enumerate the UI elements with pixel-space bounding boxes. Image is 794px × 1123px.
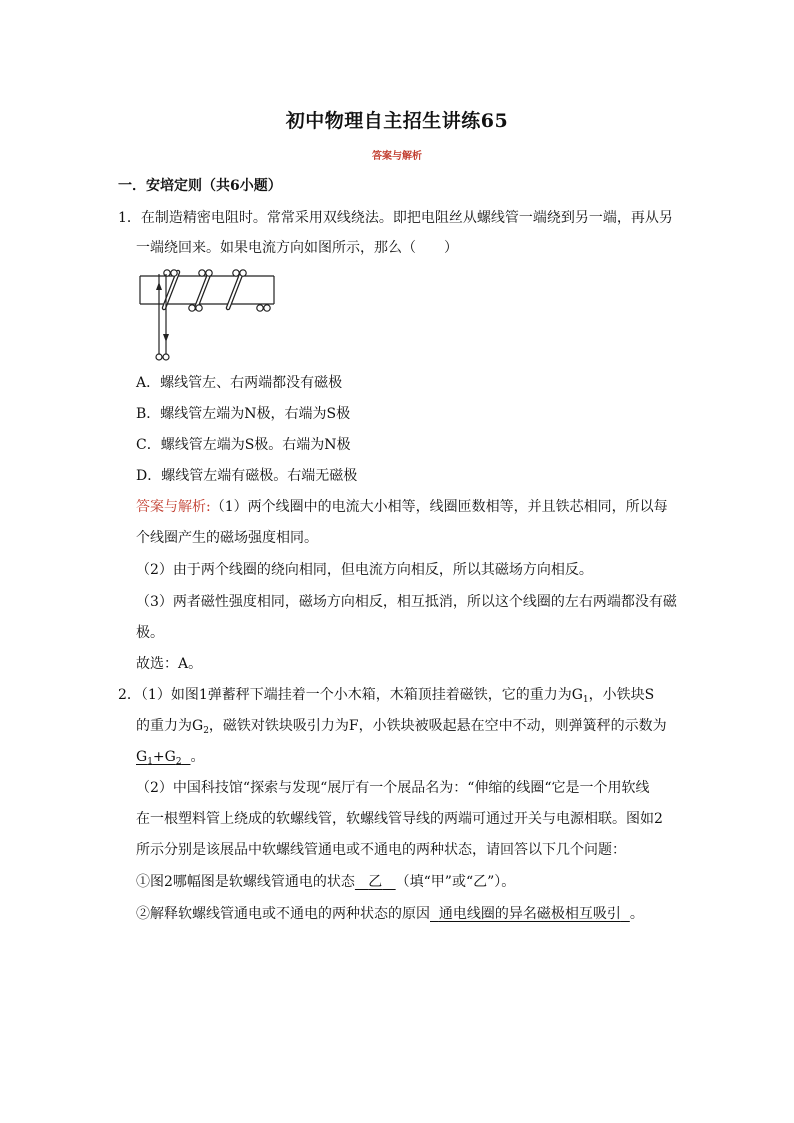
q1-stem-line1 [118,209,673,227]
q1-analysis-text1: （1）两个线圈中的电流大小相等，线圈匝数相等，并且铁芯相同，所以每 [210,499,668,515]
q1-option-a: A．螺线管左、右两端都没有磁极 [136,375,343,391]
q2-answer1-end: 。 [190,749,205,765]
q2-sub2 [136,905,644,923]
q2-part2-line3: 所示分别是该展品中软螺线管通电或不通电的两种状态，请回答以下几个问题： [136,842,626,858]
q2-sub1-prefix: ①图2哪幅图是软螺线管通电的状态 [136,874,355,890]
q1-analysis-line4: （3）两者磁性强度相同，磁场方向相反，相互抵消，所以这个线圈的左右两端都没有磁 [136,594,677,610]
page-title: 初中物理自主招生讲练65 [285,110,509,132]
q1-analysis-line2: 个线圈产生的磁场强度相同。 [136,530,318,546]
solenoid-figure [136,268,286,364]
q2-part2-line2: 在一根塑料管上绕成的软螺线管，软螺线管导线的两端可通过开关与电源相联。图如2 [136,811,663,827]
q2-sub2-prefix: ②解释软螺线管通电或不通电的两种状态的原因 [136,906,430,922]
q1-option-d: D．螺线管左端有磁极。右端无磁极 [136,468,358,484]
q2-part1-text2b: ，磁铁对铁块吸引力为F，小铁块被吸起悬在空中不动，则弹簧秤的示数为 [208,718,667,734]
q2-number: 2． [118,687,141,703]
section-heading: 一．安培定则（共6小题） [118,178,282,194]
q2-part1-line2 [136,717,667,740]
q1-analysis-line1 [136,498,668,516]
q2-part1-text1-end: ，小铁块S [588,687,655,703]
q2-part2-line1: （2）中国科技馆“探索与发现“展厅有一个展品名为：“伸缩的线圈“它是一个用软线 [136,780,650,796]
q2-part1-line1 [118,686,654,709]
q2-answer1: $G_1+G_2$ [136,749,182,767]
q2-sub2-answer: 通电线圈的异名磁极相互吸引 [438,906,621,922]
q2-part1-text1: （1）如图1弹蓄秤下端挂着一个小木箱，木箱顶挂着磁铁，它的重力为G [140,687,583,703]
q2-part1-text2a: 的重力为G [136,718,204,734]
q1-number: 1． [118,210,141,226]
q1-option-b: B．螺线管左端为N极，右端为S极 [136,406,351,422]
q2-sub1-suffix: （填“甲”或“乙”）。 [395,874,516,890]
q2-sub2-suffix: 。 [629,906,644,922]
q1-analysis-line5: 极。 [136,625,164,641]
q1-stem-line2: 一端绕回来。如果电流方向如图所示，那么（ ） [136,240,458,256]
q2-sub1-answer: 乙 [368,874,383,890]
page-subtitle: 答案与解析 [372,151,422,162]
q2-sub1 [136,873,515,891]
q2-g2-subscript: 2 [203,726,209,736]
q2-g1-subscript: 1 [582,695,589,705]
q1-answer-label: 答案与解析: [136,499,211,515]
q2-part1-answer [136,748,204,771]
q1-option-c: C．螺线管左端为S极。右端为N极 [136,437,351,453]
q1-choice: 故选：A。 [136,656,203,672]
q1-analysis-line3: （2）由于两个线圈的绕向相同，但电流方向相反，所以其磁场方向相反。 [136,562,593,578]
q1-stem-text1: 在制造精密电阻时。常常采用双线绕法。即把电阻丝从螺线管一端绕到另一端，再从另 [140,210,673,226]
